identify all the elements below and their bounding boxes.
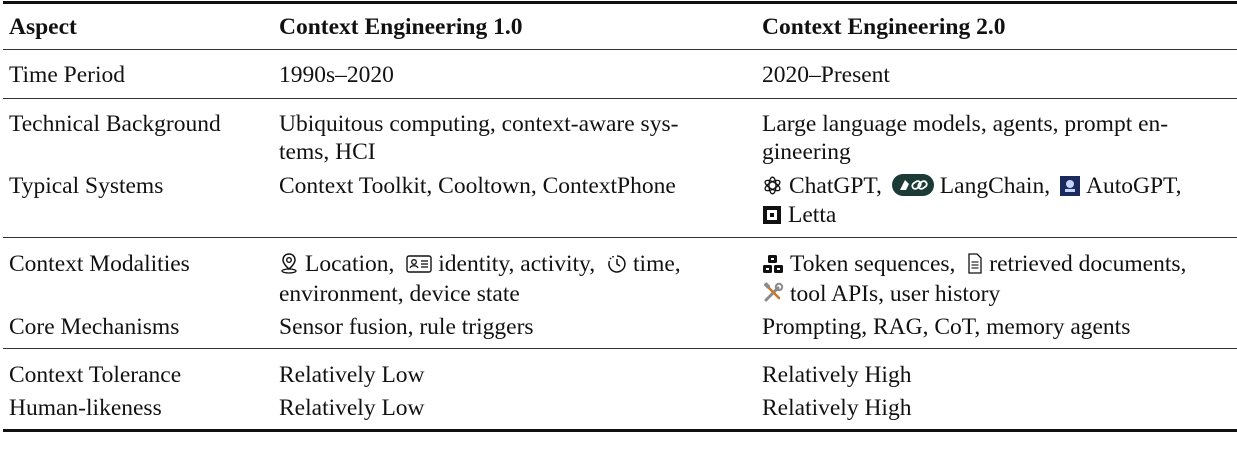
- header-ce1: Context Engineering 1.0: [279, 14, 523, 40]
- row-context-tolerance-aspect: Context Tolerance: [9, 362, 182, 388]
- row-typical-systems-v1: Context Toolkit, Cooltown, ContextPhone: [279, 173, 676, 199]
- group-rule-3: [3, 348, 1237, 349]
- row-context-modalities-v2-line2: [762, 280, 1000, 308]
- autogpt-label: AutoGPT,: [1085, 173, 1182, 199]
- autogpt-logo-icon: [1060, 176, 1080, 196]
- location-pin-icon: [279, 252, 299, 274]
- group-rule-1: [3, 98, 1237, 99]
- clock-icon: [607, 254, 627, 274]
- row-technical-background-v1-line2: tems, HCI: [279, 139, 376, 165]
- tools-icon: [762, 282, 784, 304]
- chatgpt-label: ChatGPT,: [789, 173, 882, 199]
- table-bottom-rule: [3, 429, 1237, 432]
- row-time-period-v1: 1990s–2020: [279, 62, 394, 88]
- row-technical-background-v2-line2: gineering: [762, 139, 851, 165]
- table-top-rule: [3, 1, 1237, 4]
- letta-logo-icon: [762, 205, 782, 225]
- row-human-likeness-aspect: Human-likeness: [9, 395, 162, 421]
- row-context-modalities-v1-line2: environment, device state: [279, 281, 520, 307]
- header-ce2: Context Engineering 2.0: [762, 14, 1006, 40]
- langchain-label: LangChain,: [939, 173, 1051, 199]
- header-aspect: Aspect: [9, 14, 77, 40]
- token-blocks-icon: [762, 254, 784, 274]
- header-rule: [3, 49, 1237, 50]
- row-context-tolerance-v2: Relatively High: [762, 362, 912, 388]
- tool-apis-label: tool APIs, user history: [790, 281, 1001, 307]
- identity-activity-label: identity, activity,: [438, 251, 596, 277]
- row-core-mechanisms-v1: Sensor fusion, rule triggers: [279, 314, 534, 340]
- row-context-tolerance-v1: Relatively Low: [279, 362, 425, 388]
- row-core-mechanisms-v2: Prompting, RAG, CoT, memory agents: [762, 314, 1131, 340]
- row-technical-background-aspect: Technical Background: [9, 111, 221, 137]
- letta-label: Letta: [788, 202, 837, 228]
- token-sequences-label: Token sequences,: [790, 251, 956, 277]
- row-context-modalities-aspect: Context Modalities: [9, 251, 190, 277]
- langchain-logo-icon: [892, 174, 934, 196]
- retrieved-documents-label: retrieved documents,: [989, 251, 1187, 277]
- row-core-mechanisms-aspect: Core Mechanisms: [9, 314, 180, 340]
- location-label: Location,: [305, 251, 395, 277]
- row-technical-background-v2-line1: Large language models, agents, prompt en-: [762, 111, 1169, 137]
- row-time-period-v2: 2020–Present: [762, 62, 890, 88]
- row-typical-systems-v2-line2: [762, 201, 836, 229]
- row-context-modalities-v1-line1: [279, 250, 681, 278]
- row-typical-systems-v2-line1: [762, 172, 1182, 200]
- row-typical-systems-aspect: Typical Systems: [9, 173, 164, 199]
- document-icon: [967, 253, 983, 274]
- row-human-likeness-v2: Relatively High: [762, 395, 912, 421]
- row-technical-background-v1-line1: Ubiquitous computing, context-aware sys-: [279, 111, 679, 137]
- row-human-likeness-v1: Relatively Low: [279, 395, 425, 421]
- time-label: time,: [633, 251, 681, 277]
- row-context-modalities-v2-line1: [762, 250, 1186, 278]
- chatgpt-logo-icon: [762, 175, 783, 196]
- id-card-icon: [406, 254, 432, 274]
- group-rule-2: [3, 237, 1237, 238]
- row-time-period-aspect: Time Period: [9, 62, 125, 88]
